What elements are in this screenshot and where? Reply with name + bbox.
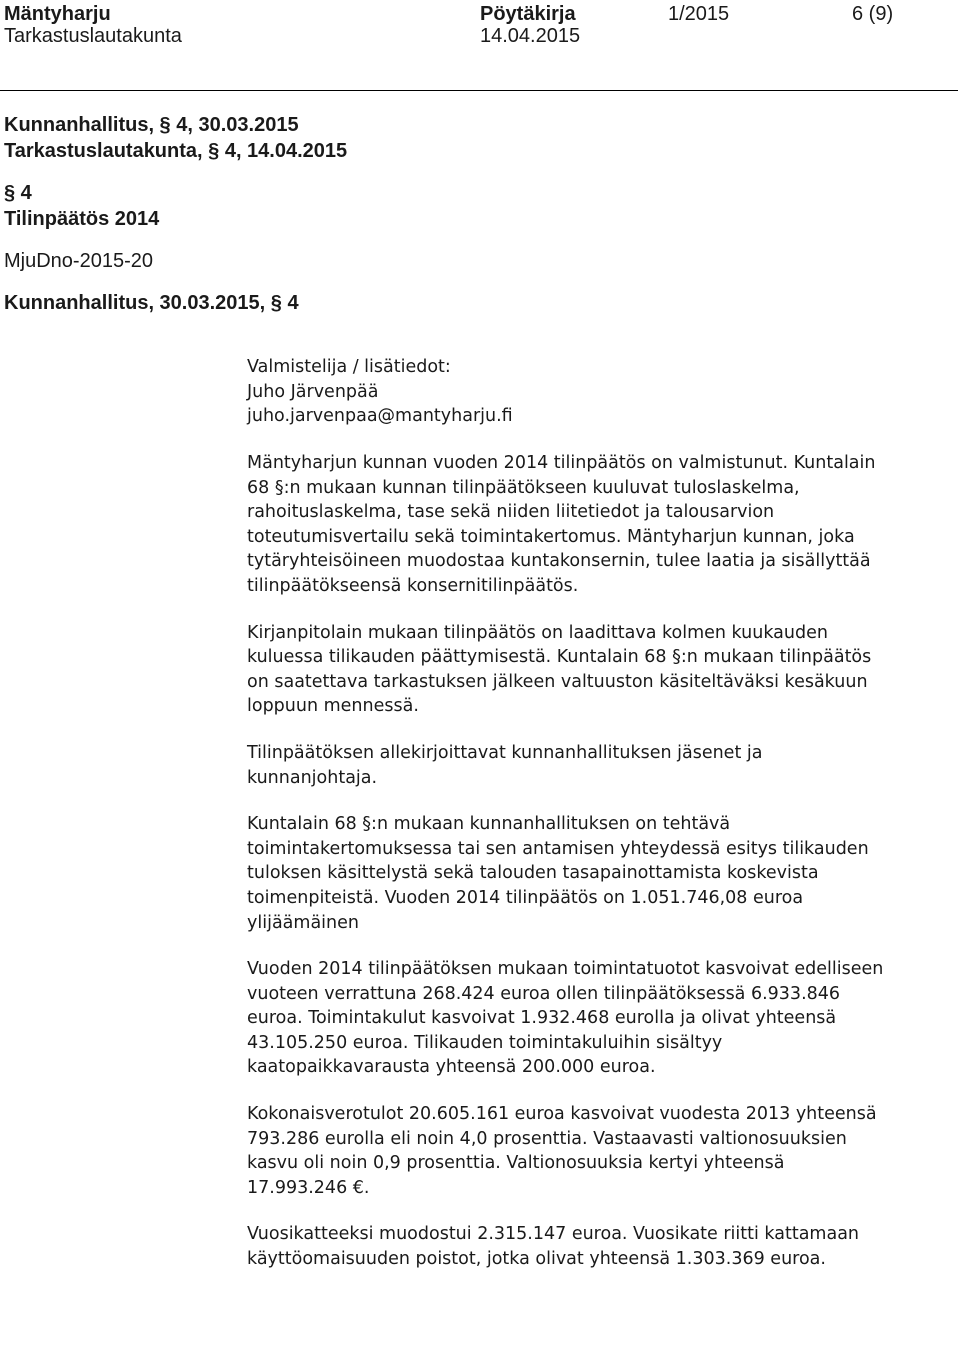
paragraph: Kokonaisverotulot 20.605.161 euroa kasvoivat vuodesta 2013 yhteensä 793.286 eurolla eli noin 4,0 prosenttia. Vastaavasti valtionosuuksien kasvu oli noin 0,9 prosenttia. Valtionosuuksia kertyi yhteensä 17.993.246 €. xyxy=(247,1104,877,1198)
case-ref-kunnanhallitus: Kunnanhallitus, § 4, 30.03.2015 xyxy=(4,114,299,136)
paragraph: Vuoden 2014 tilinpäätöksen mukaan toimintatuotot kasvoivat edelliseen vuoteen verrattuna 268.424 euroa ollen tilinpäätöksessä 6.933.846 euroa. Toimintakulut kasvoivat 1.932.468 eurolla ja olivat yhteensä 43.105.250 euroa. Tilikauden toimintakuluihin sisältyy kaatopaikkavarausta yhteensä 200.000 euroa. xyxy=(247,959,884,1078)
header-org: Mäntyharju xyxy=(4,3,111,25)
paragraph: Mäntyharjun kunnan vuoden 2014 tilinpäätös on valmistunut. Kuntalain 68 §:n mukaan kunnan tilinpäätökseen kuuluvat tuloslaskelma, rahoituslaskelma, tase sekä niiden liitetiedot ja talousarvion toteutumisvertailu sekä toimintakertomus. Mäntyharjun kunnan, joka tytäryhteisöineen muodostaa kuntakonsernin, tulee laatia ja sisällyttää tilinpäätökseensä konsernitilinpäätös. xyxy=(247,453,876,596)
header-number: 1/2015 xyxy=(668,3,730,25)
paragraph: Vuosikatteeksi muodostui 2.315.147 euroa. Vuosikate riitti kattamaan käyttöomaisuuden poistot, jotka olivat yhteensä 1.303.369 euroa. xyxy=(247,1224,860,1270)
preparer-block xyxy=(247,355,887,429)
body-text xyxy=(247,451,887,1272)
preparer-label: Valmistelija / lisätiedot: xyxy=(247,357,451,377)
preparer-name: Juho Järvenpää xyxy=(247,381,379,402)
section-number: § 4 xyxy=(4,182,32,204)
case-heading xyxy=(4,112,347,316)
paragraph: Kuntalain 68 §:n mukaan kunnanhallituksen on tehtävä toimintakertomuksessa tai sen antamisen yhteydessä esitys tilikauden tuloksen käsittelystä sekä talouden tasapainottamista koskevista toimenpiteistä. Vuoden 2014 tilinpäätös on 1.051.746,08 euroa ylijäämäinen xyxy=(247,814,869,933)
header-divider xyxy=(0,90,958,91)
header-doc-type: Pöytäkirja xyxy=(480,3,576,25)
header-date: 14.04.2015 xyxy=(480,25,581,47)
paragraph: Kirjanpitolain mukaan tilinpäätös on laadittava kolmen kuukauden kuluessa tilikauden päättymisestä. Kuntalain 68 §:n mukaan tilinpäätös on saatettava tarkastuksen jälkeen valtuuston käsiteltäväksi kesäkuun loppuun mennessä. xyxy=(247,622,872,717)
diary-number: MjuDno-2015-20 xyxy=(4,250,153,272)
case-ref-tarkastuslautakunta: Tarkastuslautakunta, § 4, 14.04.2015 xyxy=(4,140,348,162)
header-page: 6 (9) xyxy=(852,3,894,25)
page-header xyxy=(0,0,960,60)
meeting-ref: Kunnanhallitus, 30.03.2015, § 4 xyxy=(4,292,299,314)
paragraph: Tilinpäätöksen allekirjoittavat kunnanhallituksen jäsenet ja kunnanjohtaja. xyxy=(247,742,763,788)
preparer-email: juho.jarvenpaa@mantyharju.fi xyxy=(247,406,513,427)
header-body: Tarkastuslautakunta xyxy=(4,25,182,47)
case-title: Tilinpäätös 2014 xyxy=(4,208,160,230)
